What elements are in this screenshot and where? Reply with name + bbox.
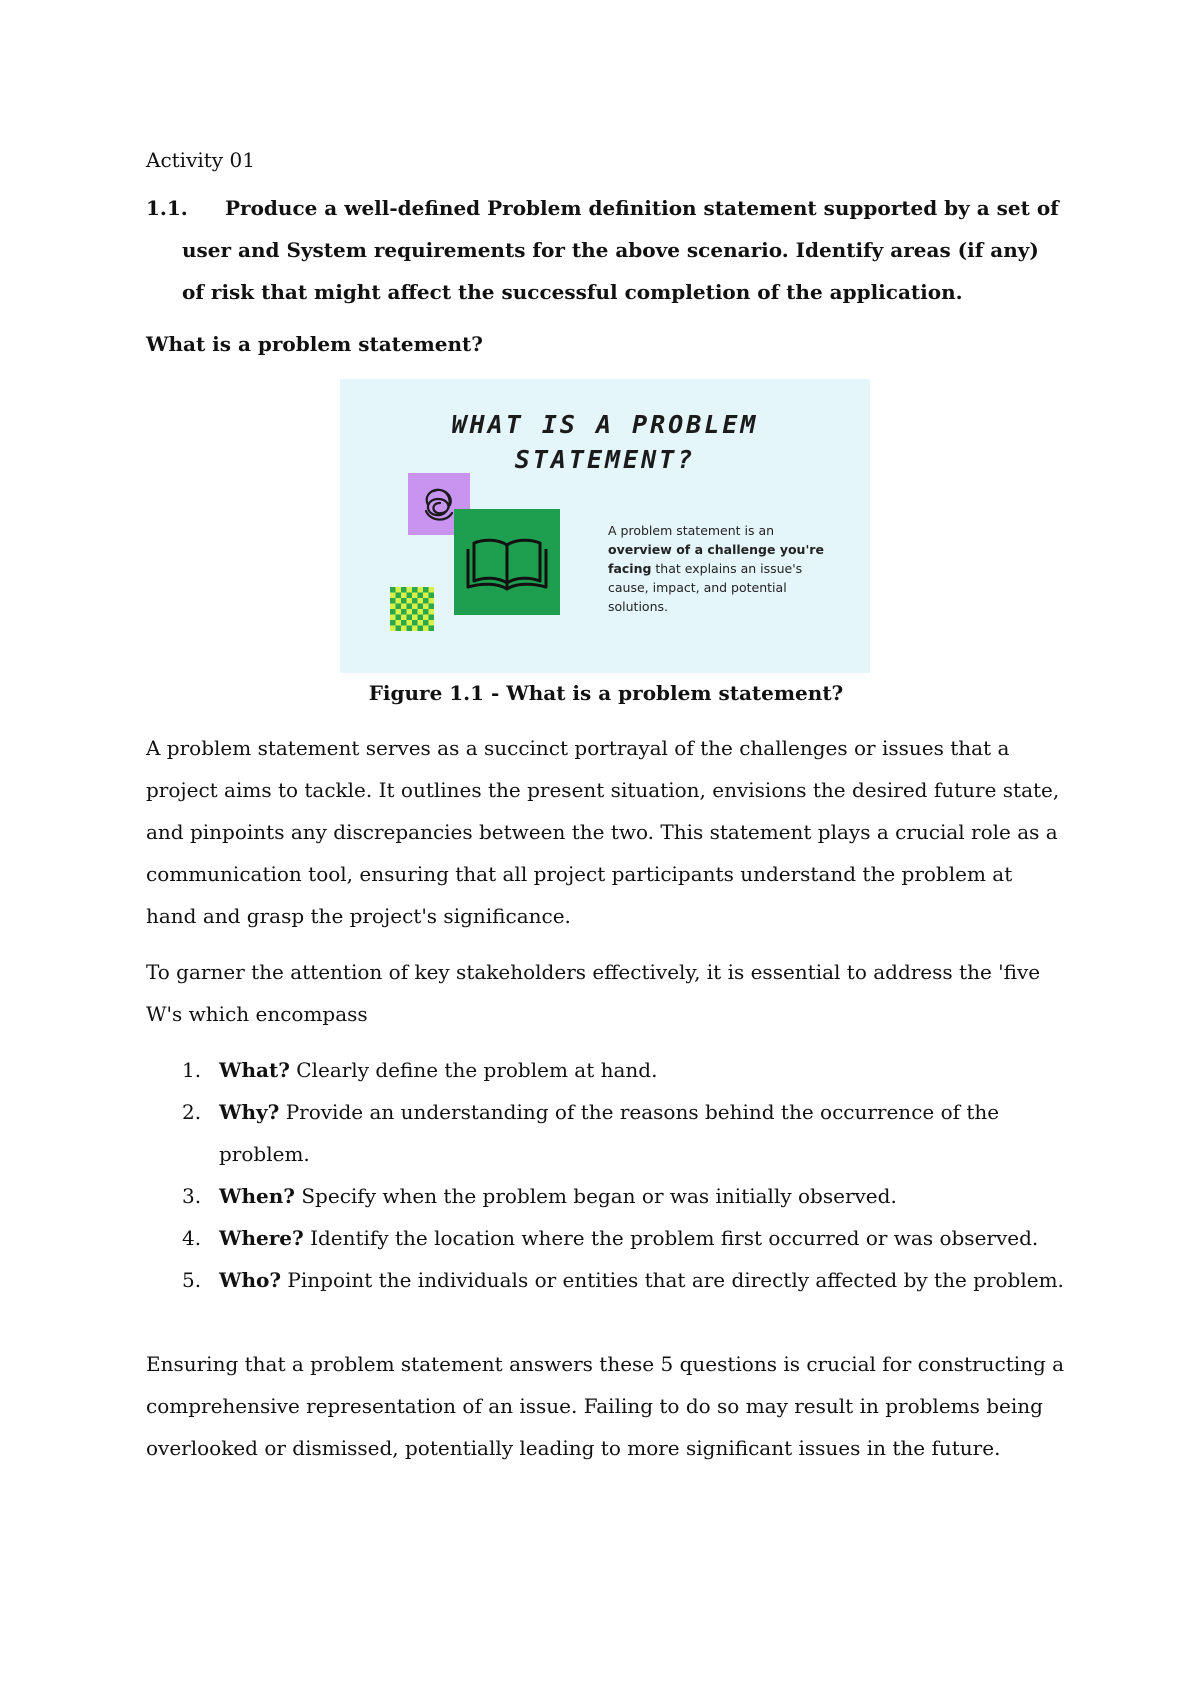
- checker-cell: [396, 620, 402, 626]
- checker-cell: [412, 615, 418, 621]
- checker-cell: [429, 626, 435, 632]
- list-item: [146, 1259, 1066, 1301]
- checker-cell: [423, 609, 429, 615]
- checker-cell: [401, 598, 407, 604]
- document-body: [146, 145, 1066, 1469]
- checker-cell: [401, 587, 407, 593]
- checkerboard-icon: [390, 587, 434, 631]
- figure-desc-plain2: that explains an issue's cause, impact, and potential solutions.: [608, 561, 803, 614]
- list-item: [146, 1175, 1066, 1217]
- checker-cell: [390, 620, 396, 626]
- checker-cell: [429, 615, 435, 621]
- checker-cell: [401, 615, 407, 621]
- checker-cell: [418, 593, 424, 599]
- list-item-key: When?: [219, 1184, 295, 1208]
- checker-cell: [429, 604, 435, 610]
- figure-desc-bold: overview of a challenge you're facing: [608, 542, 824, 576]
- checker-cell: [412, 609, 418, 615]
- checker-cell: [407, 615, 413, 621]
- checker-cell: [390, 615, 396, 621]
- figure-title-line1: WHAT IS A PROBLEM: [451, 410, 759, 439]
- checker-cell: [423, 593, 429, 599]
- checker-cell: [407, 626, 413, 632]
- checker-cell: [407, 609, 413, 615]
- list-item-key: What?: [219, 1058, 290, 1082]
- checker-cell: [423, 626, 429, 632]
- list-item-number: 5.: [182, 1268, 202, 1292]
- five-ws-list: [146, 1049, 1066, 1301]
- list-item-text: Specify when the problem began or was initially observed.: [295, 1184, 897, 1208]
- task-text: Produce a well-defined Problem definition statement supported by a set of user and System requirements for the above scenario. Identify areas (if any) of risk that might affect the successful completion of the application.: [182, 196, 1059, 304]
- task-statement: [146, 187, 1066, 313]
- checker-cell: [407, 598, 413, 604]
- checker-cell: [396, 615, 402, 621]
- checker-cell: [390, 598, 396, 604]
- paragraph-five-ws-intro: To garner the attention of key stakeholders effectively, it is essential to address the 'five W's which encompass: [146, 960, 1041, 1026]
- checker-cell: [412, 598, 418, 604]
- checker-cell: [418, 626, 424, 632]
- figure-title-line2: STATEMENT?: [514, 445, 696, 474]
- paragraph-conclusion: Ensuring that a problem statement answers these 5 questions is crucial for constructing a comprehensive representation of an issue. Failing to do so may result in problems being overlooked or dismissed, potentially leading to more significant issues in the future.: [146, 1352, 1065, 1460]
- list-item: [146, 1217, 1066, 1259]
- checker-cell: [396, 593, 402, 599]
- checker-cell: [390, 609, 396, 615]
- checker-cell: [412, 626, 418, 632]
- checker-cell: [423, 604, 429, 610]
- figure-title: [340, 407, 870, 477]
- checker-cell: [401, 593, 407, 599]
- checker-cell: [407, 604, 413, 610]
- list-item-number: 4.: [182, 1226, 202, 1250]
- checker-cell: [412, 593, 418, 599]
- list-item: [146, 1049, 1066, 1091]
- list-item-text: Clearly define the problem at hand.: [289, 1058, 658, 1082]
- checker-cell: [390, 626, 396, 632]
- checker-cell: [407, 593, 413, 599]
- checker-cell: [429, 587, 435, 593]
- list-item: [146, 1091, 1066, 1175]
- checker-cell: [423, 587, 429, 593]
- figure-desc-plain1: A problem statement is an: [608, 523, 775, 538]
- checker-cell: [418, 609, 424, 615]
- checker-cell: [407, 620, 413, 626]
- list-item-text: Provide an understanding of the reasons behind the occurrence of the problem.: [219, 1100, 1000, 1166]
- checker-cell: [423, 620, 429, 626]
- checker-cell: [412, 620, 418, 626]
- checker-cell: [396, 587, 402, 593]
- checker-cell: [396, 609, 402, 615]
- checker-cell: [429, 593, 435, 599]
- figure-caption: Figure 1.1 - What is a problem statement?: [368, 681, 844, 705]
- list-item-key: Why?: [219, 1100, 280, 1124]
- paragraph-definition: A problem statement serves as a succinct portrayal of the challenges or issues that a project aims to tackle. It outlines the present situation, envisions the desired future state, and pinpoints any discrepancies between the two. This statement plays a crucial role as a communication tool, ensuring that all project participants understand the problem at hand and grasp the project's significance.: [146, 736, 1060, 928]
- checker-cell: [396, 598, 402, 604]
- section-heading: What is a problem statement?: [146, 332, 484, 356]
- checker-cell: [429, 609, 435, 615]
- checker-cell: [418, 620, 424, 626]
- task-number: 1.1.: [146, 196, 188, 220]
- problem-statement-figure: [340, 379, 870, 673]
- checker-cell: [423, 615, 429, 621]
- checker-cell: [396, 604, 402, 610]
- checker-cell: [407, 587, 413, 593]
- figure-description: [608, 521, 828, 616]
- activity-title: Activity 01: [146, 148, 255, 172]
- list-item-key: Where?: [219, 1226, 304, 1250]
- checker-cell: [396, 626, 402, 632]
- checker-cell: [390, 587, 396, 593]
- checker-cell: [401, 626, 407, 632]
- checker-cell: [418, 604, 424, 610]
- checker-cell: [418, 587, 424, 593]
- checker-cell: [423, 598, 429, 604]
- checker-cell: [429, 620, 435, 626]
- list-item-text: Pinpoint the individuals or entities that are directly affected by the problem.: [281, 1268, 1064, 1292]
- checker-cell: [401, 604, 407, 610]
- checker-cell: [418, 598, 424, 604]
- checker-cell: [390, 604, 396, 610]
- open-book-icon: [454, 509, 560, 615]
- list-item-number: 2.: [182, 1100, 202, 1124]
- checker-cell: [390, 593, 396, 599]
- checker-cell: [429, 598, 435, 604]
- checker-cell: [412, 604, 418, 610]
- list-item-key: Who?: [219, 1268, 282, 1292]
- list-item-number: 1.: [182, 1058, 202, 1082]
- list-item-number: 3.: [182, 1184, 202, 1208]
- checker-cell: [412, 587, 418, 593]
- checker-cell: [401, 609, 407, 615]
- checker-cell: [418, 615, 424, 621]
- checker-cell: [401, 620, 407, 626]
- list-item-text: Identify the location where the problem first occurred or was observed.: [303, 1226, 1039, 1250]
